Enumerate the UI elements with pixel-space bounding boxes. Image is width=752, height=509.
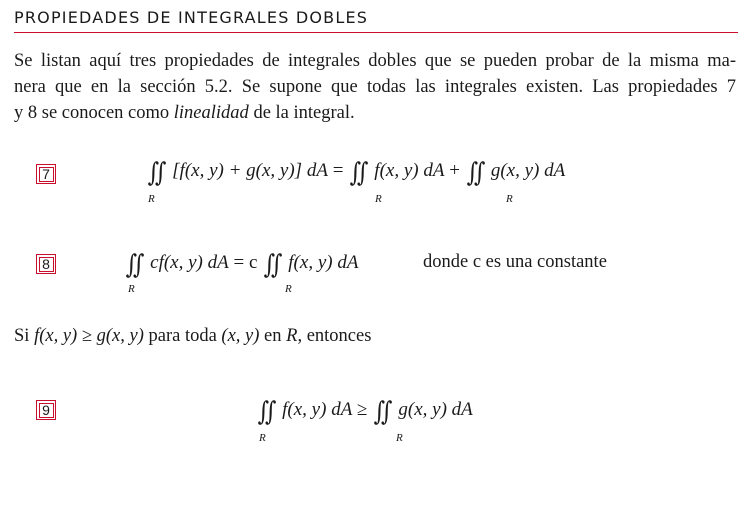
linealidad-emphasis: linealidad [173, 103, 249, 123]
equation-8 [124, 250, 358, 280]
heading-rule [14, 32, 738, 33]
double-integral-icon: ∬ [349, 158, 369, 187]
property-number-8: 8 [36, 254, 56, 274]
eq9-geq: ≥ [357, 399, 368, 420]
equation-9 [256, 397, 473, 427]
double-integral-icon: ∬ [466, 158, 486, 187]
cond-f: f(x, y) [34, 326, 78, 346]
eq7-equals: = [332, 160, 344, 181]
cond-p1: Si [14, 326, 35, 346]
cond-xy: (x, y) [221, 326, 260, 346]
cond-p9: , entonces [297, 326, 372, 346]
double-integral-icon: ∬ [147, 158, 167, 187]
region-label: R [396, 432, 403, 444]
cond-region: R [286, 326, 298, 346]
eq8-equals: = c [233, 252, 258, 273]
double-integral-icon: ∬ [373, 397, 393, 426]
intro-line-3 [14, 100, 736, 126]
intro-line-3-before: y 8 se conocen como [14, 103, 174, 123]
region-label: R [506, 193, 513, 205]
eq7-rhs2: g(x, y) dA [490, 160, 566, 181]
region-label: R [285, 283, 292, 295]
property-number-9: 9 [36, 400, 56, 420]
region-label: R [128, 283, 135, 295]
eq9-rhs: g(x, y) dA [398, 399, 473, 420]
eq7-rhs1: f(x, y) dA [374, 160, 445, 181]
property-number-7: 7 [36, 164, 56, 184]
intro-line-3-after: de la integral. [248, 103, 355, 123]
inequality-condition [14, 326, 371, 347]
eq7-plus: + [449, 160, 460, 181]
region-label: R [148, 193, 155, 205]
eq7-lhs: [f(x, y) + g(x, y)] dA [172, 160, 328, 181]
region-label: R [259, 432, 266, 444]
intro-paragraph [14, 48, 736, 126]
constant-condition: donde c es una constante [423, 252, 607, 272]
region-label: R [375, 193, 382, 205]
intro-line-2: nera que en la sección 5.2. Se supone que todas las integrales existen. Las propiedades 7 [14, 77, 736, 97]
section-heading: PROPIEDADES DE INTEGRALES DOBLES [14, 8, 369, 27]
cond-p5: para toda [143, 326, 222, 346]
equation-7 [146, 158, 565, 188]
eq8-lhs: cf(x, y) dA [150, 252, 229, 273]
double-integral-icon: ∬ [257, 397, 277, 426]
cond-geq: ≥ [77, 326, 97, 346]
eq9-lhs: f(x, y) dA [282, 399, 353, 420]
cond-p7: en [259, 326, 287, 346]
intro-line-1: Se listan aquí tres propiedades de integrales dobles que se pueden probar de la misma ma- [14, 51, 736, 71]
double-integral-icon: ∬ [125, 250, 145, 279]
double-integral-icon: ∬ [263, 250, 283, 279]
eq8-rhs: f(x, y) dA [288, 252, 359, 273]
cond-g: g(x, y) [96, 326, 144, 346]
